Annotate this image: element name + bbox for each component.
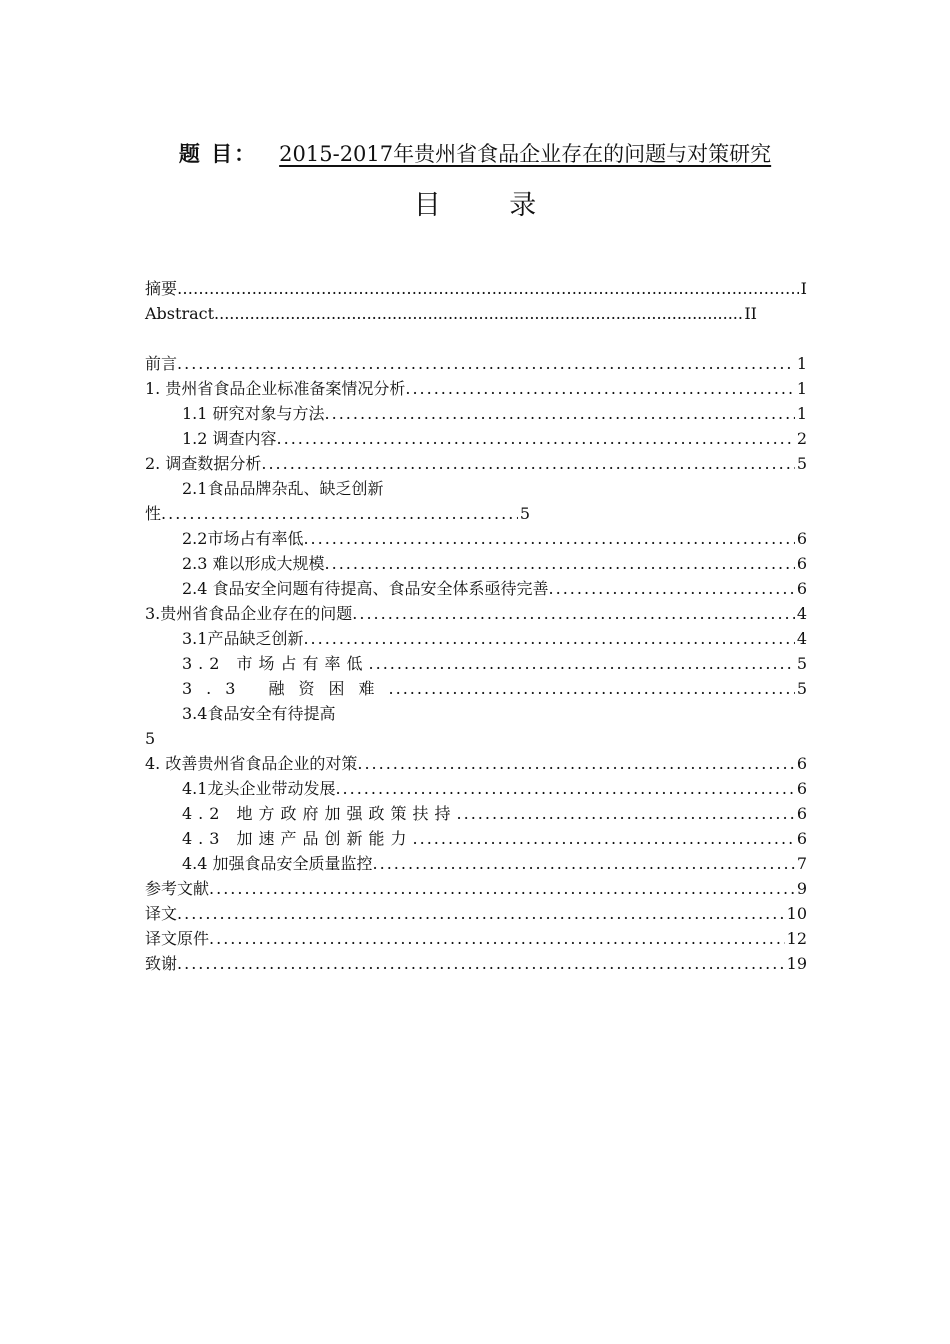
toc-leader-dots (177, 351, 795, 376)
toc-entry-label: 译文 (145, 904, 178, 923)
toc-entry-page: 6 (796, 754, 807, 773)
toc-entry-page: 9 (796, 879, 807, 898)
toc-entry[interactable] (145, 401, 807, 426)
toc-entry[interactable] (145, 651, 807, 676)
toc-spacer (145, 326, 807, 351)
toc-leader-dots (405, 376, 794, 401)
toc-entry-page: 19 (786, 954, 807, 973)
document-title (0, 138, 950, 168)
toc-entry-label: 3.2 市场占有率低 (182, 654, 369, 673)
toc-leader-dots (161, 501, 518, 526)
toc-entry[interactable] (145, 451, 807, 476)
toc-entry-label: 2.3 难以形成大规模 (182, 554, 325, 573)
toc-entry[interactable] (145, 901, 807, 926)
title-text: 2015-2017年贵州省食品企业存在的问题与对策研究 (279, 142, 772, 166)
toc-entry-wrapped-label[interactable]: 2.1食品品牌杂乱、缺乏创新 (182, 479, 384, 498)
toc-leader-dots (303, 626, 794, 651)
toc-entry[interactable] (145, 751, 807, 776)
toc-entry-label: 4. 改善贵州省食品企业的对策 (145, 754, 358, 773)
toc-entry-page: I (800, 279, 807, 298)
toc-leader-dots (389, 676, 795, 701)
toc-entry-page: 6 (796, 779, 807, 798)
toc-entry-label: 4.2 地方政府加强政策扶持 (182, 804, 457, 823)
toc-entry-label: Abstract (145, 304, 215, 323)
toc-entry[interactable] (145, 501, 530, 526)
toc-entry[interactable] (145, 826, 807, 851)
toc-entry-page: 5 (796, 679, 807, 698)
toc-leader-dots (303, 526, 794, 551)
toc-entry-label: 致谢 (145, 954, 178, 973)
toc-entry[interactable] (145, 676, 807, 701)
toc-entry-page: 1 (796, 379, 807, 398)
toc-entry-label: 4.1龙头企业带动发展 (182, 779, 336, 798)
toc-leader-dots (177, 276, 799, 301)
toc-leader-dots (325, 551, 795, 576)
toc-entry[interactable] (145, 701, 807, 726)
toc-entry-page: 7 (796, 854, 807, 873)
toc-entry-label: 摘要 (145, 279, 178, 298)
toc-entry-label: 参考文献 (145, 879, 210, 898)
toc-entry-page: 6 (796, 554, 807, 573)
toc-entry-label: 前言 (145, 354, 178, 373)
table-of-contents (145, 276, 807, 976)
toc-entry[interactable] (145, 426, 807, 451)
toc-leader-dots (335, 776, 794, 801)
toc-entry[interactable] (145, 551, 807, 576)
toc-entry-page: 5 (796, 454, 807, 473)
toc-entry[interactable] (145, 351, 807, 376)
toc-entry-label: 1.1 研究对象与方法 (182, 404, 325, 423)
toc-entry-label: 性 (145, 504, 162, 523)
toc-entry-label: 4.3 加速产品创新能力 (182, 829, 413, 848)
toc-entry[interactable] (145, 376, 807, 401)
toc-entry-page: 1 (796, 354, 807, 373)
toc-entry-page: 5 (519, 504, 530, 523)
toc-leader-dots (214, 301, 742, 326)
toc-entry-label: 2.2市场占有率低 (182, 529, 304, 548)
toc-heading: 目 录 (413, 190, 567, 221)
toc-entry-page: 1 (796, 404, 807, 423)
toc-entry[interactable] (145, 576, 807, 601)
toc-entry-page: 2 (796, 429, 807, 448)
toc-entry-label: 3.4食品安全有待提高 (182, 704, 336, 723)
toc-leader-dots (325, 401, 795, 426)
toc-leader-dots (373, 851, 795, 876)
toc-entry[interactable] (145, 626, 807, 651)
toc-entry[interactable] (145, 951, 807, 976)
toc-entry-page: 4 (796, 604, 807, 623)
toc-leader-dots (277, 426, 795, 451)
toc-entry-label: 3.贵州省食品企业存在的问题 (145, 604, 353, 623)
toc-entry-label: 4.4 加强食品安全质量监控 (182, 854, 373, 873)
toc-entry-label: 2. 调查数据分析 (145, 454, 262, 473)
toc-leader-dots (357, 751, 794, 776)
toc-leader-dots (209, 926, 785, 951)
toc-leader-dots (369, 651, 795, 676)
toc-entry[interactable] (145, 851, 807, 876)
toc-entry[interactable] (145, 601, 807, 626)
toc-leader-dots (261, 451, 794, 476)
toc-leader-dots (177, 901, 785, 926)
toc-entry-page: 6 (796, 804, 807, 823)
toc-entry-label: 1.2 调查内容 (182, 429, 277, 448)
toc-entry-page: 5 (796, 654, 807, 673)
toc-entry-page: 4 (796, 629, 807, 648)
toc-entry-label: 2.4 食品安全问题有待提高、食品安全体系亟待完善 (182, 579, 549, 598)
toc-entry[interactable] (145, 876, 807, 901)
toc-entry[interactable] (145, 926, 807, 951)
toc-entry[interactable] (145, 776, 807, 801)
title-label: 题 目： (178, 142, 258, 166)
toc-leader-dots (457, 801, 795, 826)
toc-entry[interactable] (145, 526, 807, 551)
toc-entry[interactable] (145, 801, 807, 826)
toc-leader-dots (352, 601, 795, 626)
toc-entry-label: 3.1产品缺乏创新 (182, 629, 304, 648)
toc-entry-page: 6 (796, 529, 807, 548)
toc-entry-page: 10 (786, 904, 807, 923)
toc-leader-dots (335, 701, 807, 726)
toc-entry-page: 12 (786, 929, 807, 948)
toc-entry-abstract-cn[interactable] (145, 276, 807, 301)
toc-entry-page: 6 (796, 579, 807, 598)
toc-entry-label: 1. 贵州省食品企业标准备案情况分析 (145, 379, 406, 398)
toc-leader-dots (413, 826, 795, 851)
toc-entry-page: 6 (796, 829, 807, 848)
toc-entry-abstract-en[interactable] (145, 301, 757, 326)
toc-entry-label: 3.3 融资困难 (182, 679, 389, 698)
toc-entry-page: 5 (145, 729, 156, 748)
toc-entry-label: 译文原件 (145, 929, 210, 948)
toc-leader-dots (177, 951, 785, 976)
toc-leader-dots (209, 876, 795, 901)
toc-leader-dots (549, 576, 795, 601)
toc-entry-page: II (744, 304, 757, 323)
